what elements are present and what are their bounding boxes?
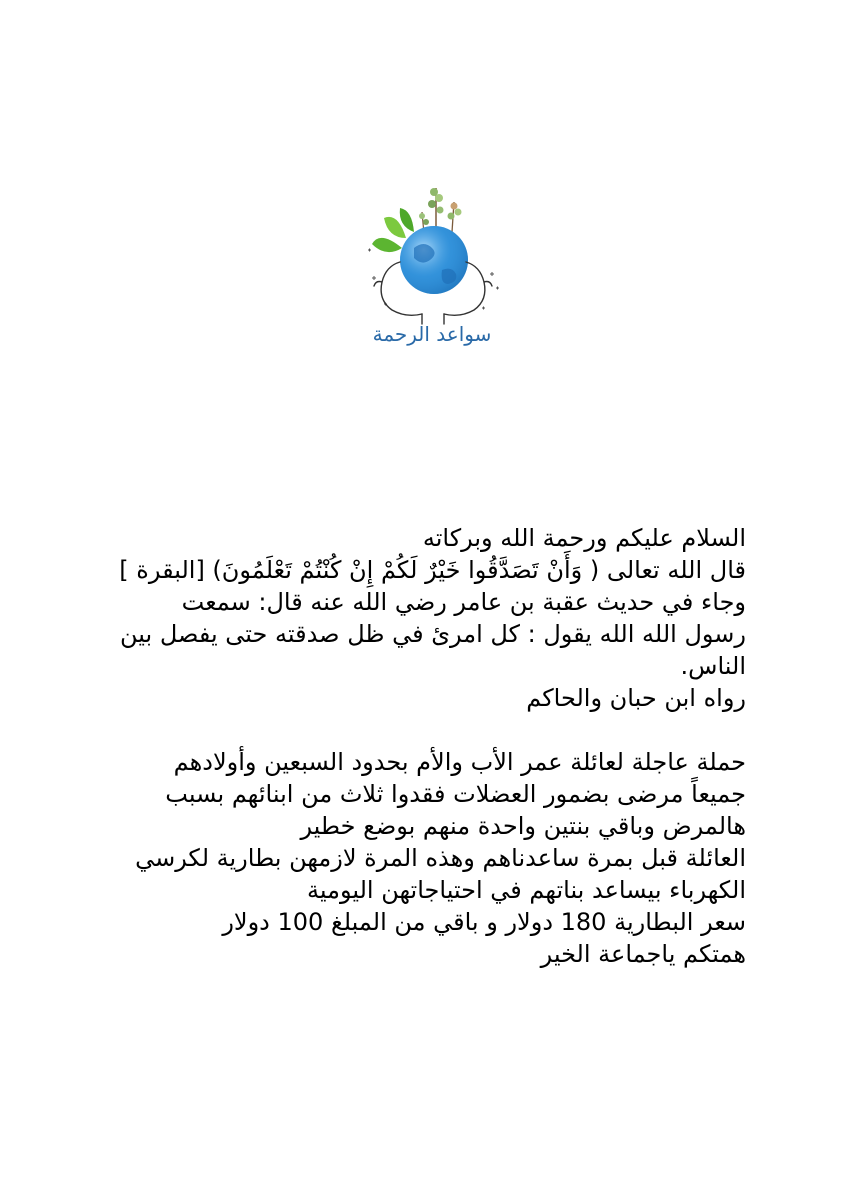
campaign-cost: سعر البطارية 180 دولار و باقي من المبلغ 100 دولار [222,908,746,936]
logo-caption: سواعد الرحمة [372,322,492,346]
campaign-need: العائلة قبل بمرة ساعدناهم وهذه المرة لازمهن بطارية لكرسي الكهرباء بيساعد بناتهم في احتياجاتهن اليومية [135,844,746,904]
quran-verse: قال الله تعالى ( وَأَنْ تَصَدَّقُوا خَيْرٌ لَكُمْ إِنْ كُنْتُمْ تَعْلَمُونَ) [البقرة ] [119,556,746,584]
greeting-text: السلام عليكم ورحمة الله وبركاته [422,524,746,552]
paragraph-gap [118,714,746,746]
hadith-text: وجاء في حديث عقبة بن عامر رضي الله عنه قال: سمعت رسول الله الله يقول : كل امرئ في ظل صدقته حتى يفصل بين الناس. [120,588,746,680]
hadith-narrators: رواه ابن حبان والحاكم [526,684,746,712]
campaign-intro: حملة عاجلة لعائلة عمر الأب والأم بحدود السبعين وأولادهم جميعاً مرضى بضمور العضلات فقدوا ثلاث من ابنائهم بسبب هالمرض وباقي بنتين واحدة منهم بوضع خطير [165,748,746,840]
closing-text: همتكم ياجماعة الخير [540,940,746,968]
message-body [118,522,746,970]
globe-hands-icon [362,178,504,328]
